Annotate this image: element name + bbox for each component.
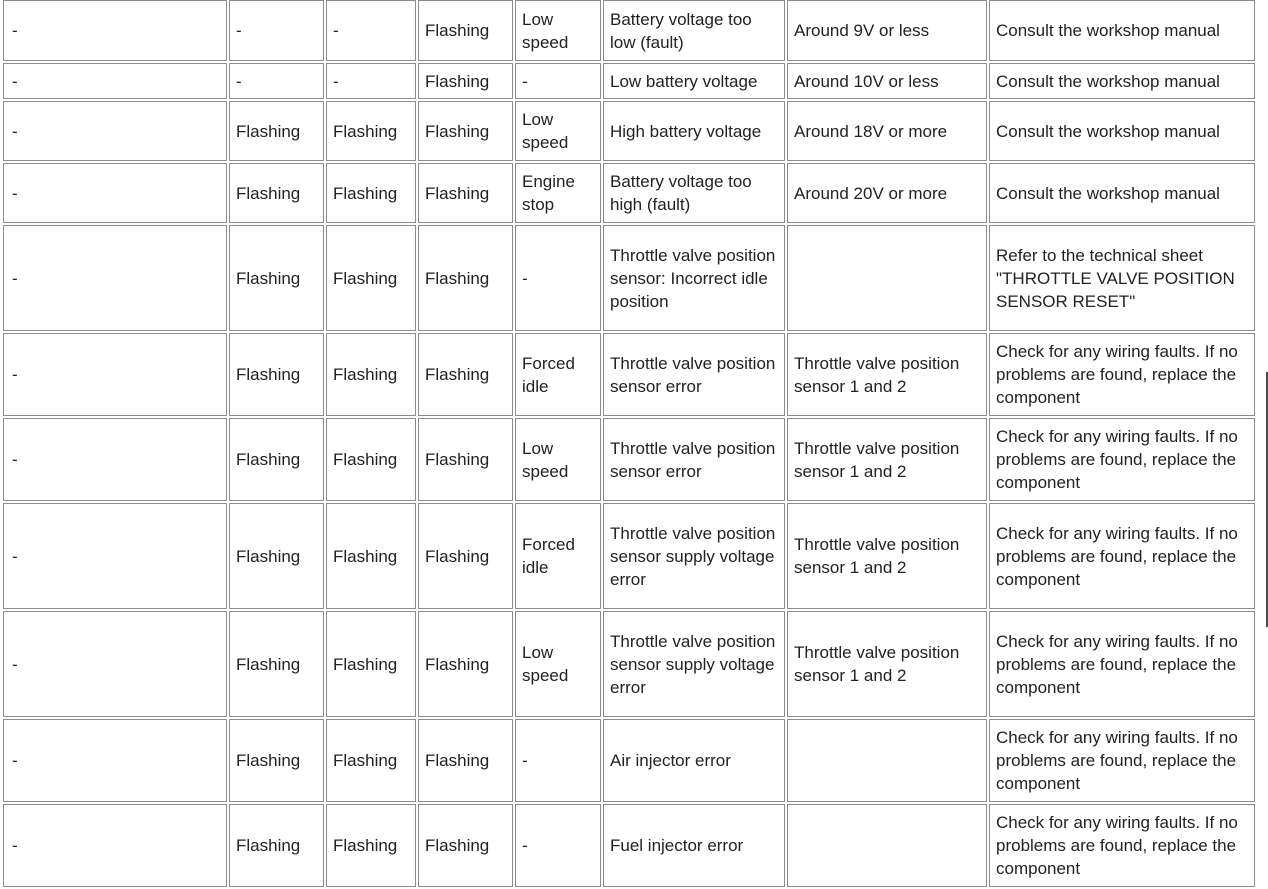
cell-indicator-3: Flashing [326, 611, 416, 717]
cell-fault-condition: Around 20V or more [787, 163, 987, 223]
cell-indicator-2: - [229, 63, 324, 99]
cell-indicator-4: Flashing [418, 418, 513, 501]
cell-indicator-3: Flashing [326, 225, 416, 331]
cell-fault-description: Throttle valve position sensor: Incorrect idle position [603, 225, 785, 331]
cell-indicator-2: Flashing [229, 333, 324, 416]
cell-fail-safe-mode: Low speed [515, 418, 601, 501]
cell-fault-description: Throttle valve position sensor supply voltage error [603, 503, 785, 609]
fault-code-table [1, 0, 1257, 889]
cell-remedy: Refer to the technical sheet "THROTTLE VALVE POSITION SENSOR RESET" [989, 225, 1255, 331]
cell-remedy: Consult the workshop manual [989, 0, 1255, 61]
table-row [3, 804, 1255, 887]
table-row [3, 0, 1255, 61]
cell-indicator-4: Flashing [418, 225, 513, 331]
cell-indicator-1: - [3, 63, 227, 99]
cell-indicator-1: - [3, 101, 227, 161]
cell-remedy: Consult the workshop manual [989, 63, 1255, 99]
cell-remedy: Check for any wiring faults. If no problems are found, replace the component [989, 418, 1255, 501]
cell-indicator-4: Flashing [418, 333, 513, 416]
cell-fault-description: Battery voltage too high (fault) [603, 163, 785, 223]
cell-fault-condition: Around 9V or less [787, 0, 987, 61]
cell-indicator-3: Flashing [326, 333, 416, 416]
cell-indicator-3: Flashing [326, 101, 416, 161]
cell-fault-description: Battery voltage too low (fault) [603, 0, 785, 61]
cell-remedy: Check for any wiring faults. If no problems are found, replace the component [989, 333, 1255, 416]
cell-indicator-3: Flashing [326, 163, 416, 223]
table-row [3, 418, 1255, 501]
cell-remedy: Consult the workshop manual [989, 101, 1255, 161]
cell-indicator-4: Flashing [418, 101, 513, 161]
cell-fault-description: Air injector error [603, 719, 785, 802]
cell-indicator-4: Flashing [418, 0, 513, 61]
cell-fault-condition [787, 719, 987, 802]
table-row [3, 225, 1255, 331]
cell-indicator-1: - [3, 333, 227, 416]
cell-indicator-2: Flashing [229, 225, 324, 331]
cell-remedy: Consult the workshop manual [989, 163, 1255, 223]
cell-fault-condition: Throttle valve position sensor 1 and 2 [787, 503, 987, 609]
cell-indicator-2: Flashing [229, 163, 324, 223]
cell-indicator-1: - [3, 418, 227, 501]
table-row [3, 101, 1255, 161]
cell-indicator-1: - [3, 0, 227, 61]
table-row [3, 63, 1255, 99]
cell-indicator-3: Flashing [326, 804, 416, 887]
cell-indicator-4: Flashing [418, 804, 513, 887]
cell-fault-condition [787, 225, 987, 331]
cell-indicator-2: Flashing [229, 418, 324, 501]
cell-remedy: Check for any wiring faults. If no problems are found, replace the component [989, 503, 1255, 609]
cell-indicator-2: - [229, 0, 324, 61]
cell-fail-safe-mode: - [515, 719, 601, 802]
cell-fault-condition: Throttle valve position sensor 1 and 2 [787, 611, 987, 717]
cell-indicator-1: - [3, 719, 227, 802]
cell-fail-safe-mode: - [515, 804, 601, 887]
cell-indicator-4: Flashing [418, 503, 513, 609]
cell-fault-description: High battery voltage [603, 101, 785, 161]
cell-indicator-4: Flashing [418, 719, 513, 802]
cell-indicator-4: Flashing [418, 163, 513, 223]
cell-indicator-2: Flashing [229, 719, 324, 802]
table-body [3, 0, 1255, 887]
cell-fault-description: Fuel injector error [603, 804, 785, 887]
cell-indicator-3: Flashing [326, 503, 416, 609]
cell-indicator-1: - [3, 804, 227, 887]
cell-indicator-2: Flashing [229, 503, 324, 609]
cell-fail-safe-mode: Low speed [515, 101, 601, 161]
cell-indicator-1: - [3, 611, 227, 717]
cell-indicator-4: Flashing [418, 63, 513, 99]
cell-fail-safe-mode: - [515, 225, 601, 331]
cell-fail-safe-mode: Engine stop [515, 163, 601, 223]
cell-fault-description: Throttle valve position sensor error [603, 418, 785, 501]
cell-fault-condition: Around 18V or more [787, 101, 987, 161]
table-row [3, 503, 1255, 609]
cell-remedy: Check for any wiring faults. If no problems are found, replace the component [989, 611, 1255, 717]
cell-fault-condition: Around 10V or less [787, 63, 987, 99]
table-row [3, 333, 1255, 416]
cell-fail-safe-mode: Low speed [515, 611, 601, 717]
cell-fail-safe-mode: - [515, 63, 601, 99]
table-row [3, 611, 1255, 717]
cell-fail-safe-mode: Low speed [515, 0, 601, 61]
cell-indicator-1: - [3, 163, 227, 223]
cell-indicator-3: Flashing [326, 418, 416, 501]
cell-fault-description: Low battery voltage [603, 63, 785, 99]
cell-indicator-1: - [3, 503, 227, 609]
cell-indicator-3: - [326, 0, 416, 61]
cell-indicator-3: Flashing [326, 719, 416, 802]
cell-indicator-3: - [326, 63, 416, 99]
cell-indicator-2: Flashing [229, 804, 324, 887]
table-row [3, 719, 1255, 802]
cell-fail-safe-mode: Forced idle [515, 333, 601, 416]
cell-fail-safe-mode: Forced idle [515, 503, 601, 609]
cell-indicator-4: Flashing [418, 611, 513, 717]
table-row [3, 163, 1255, 223]
cell-fault-condition: Throttle valve position sensor 1 and 2 [787, 418, 987, 501]
cell-remedy: Check for any wiring faults. If no problems are found, replace the component [989, 719, 1255, 802]
cell-fault-condition [787, 804, 987, 887]
cell-indicator-2: Flashing [229, 101, 324, 161]
cell-indicator-1: - [3, 225, 227, 331]
cell-fault-condition: Throttle valve position sensor 1 and 2 [787, 333, 987, 416]
cell-fault-description: Throttle valve position sensor supply voltage error [603, 611, 785, 717]
cell-indicator-2: Flashing [229, 611, 324, 717]
cell-remedy: Check for any wiring faults. If no problems are found, replace the component [989, 804, 1255, 887]
cell-fault-description: Throttle valve position sensor error [603, 333, 785, 416]
